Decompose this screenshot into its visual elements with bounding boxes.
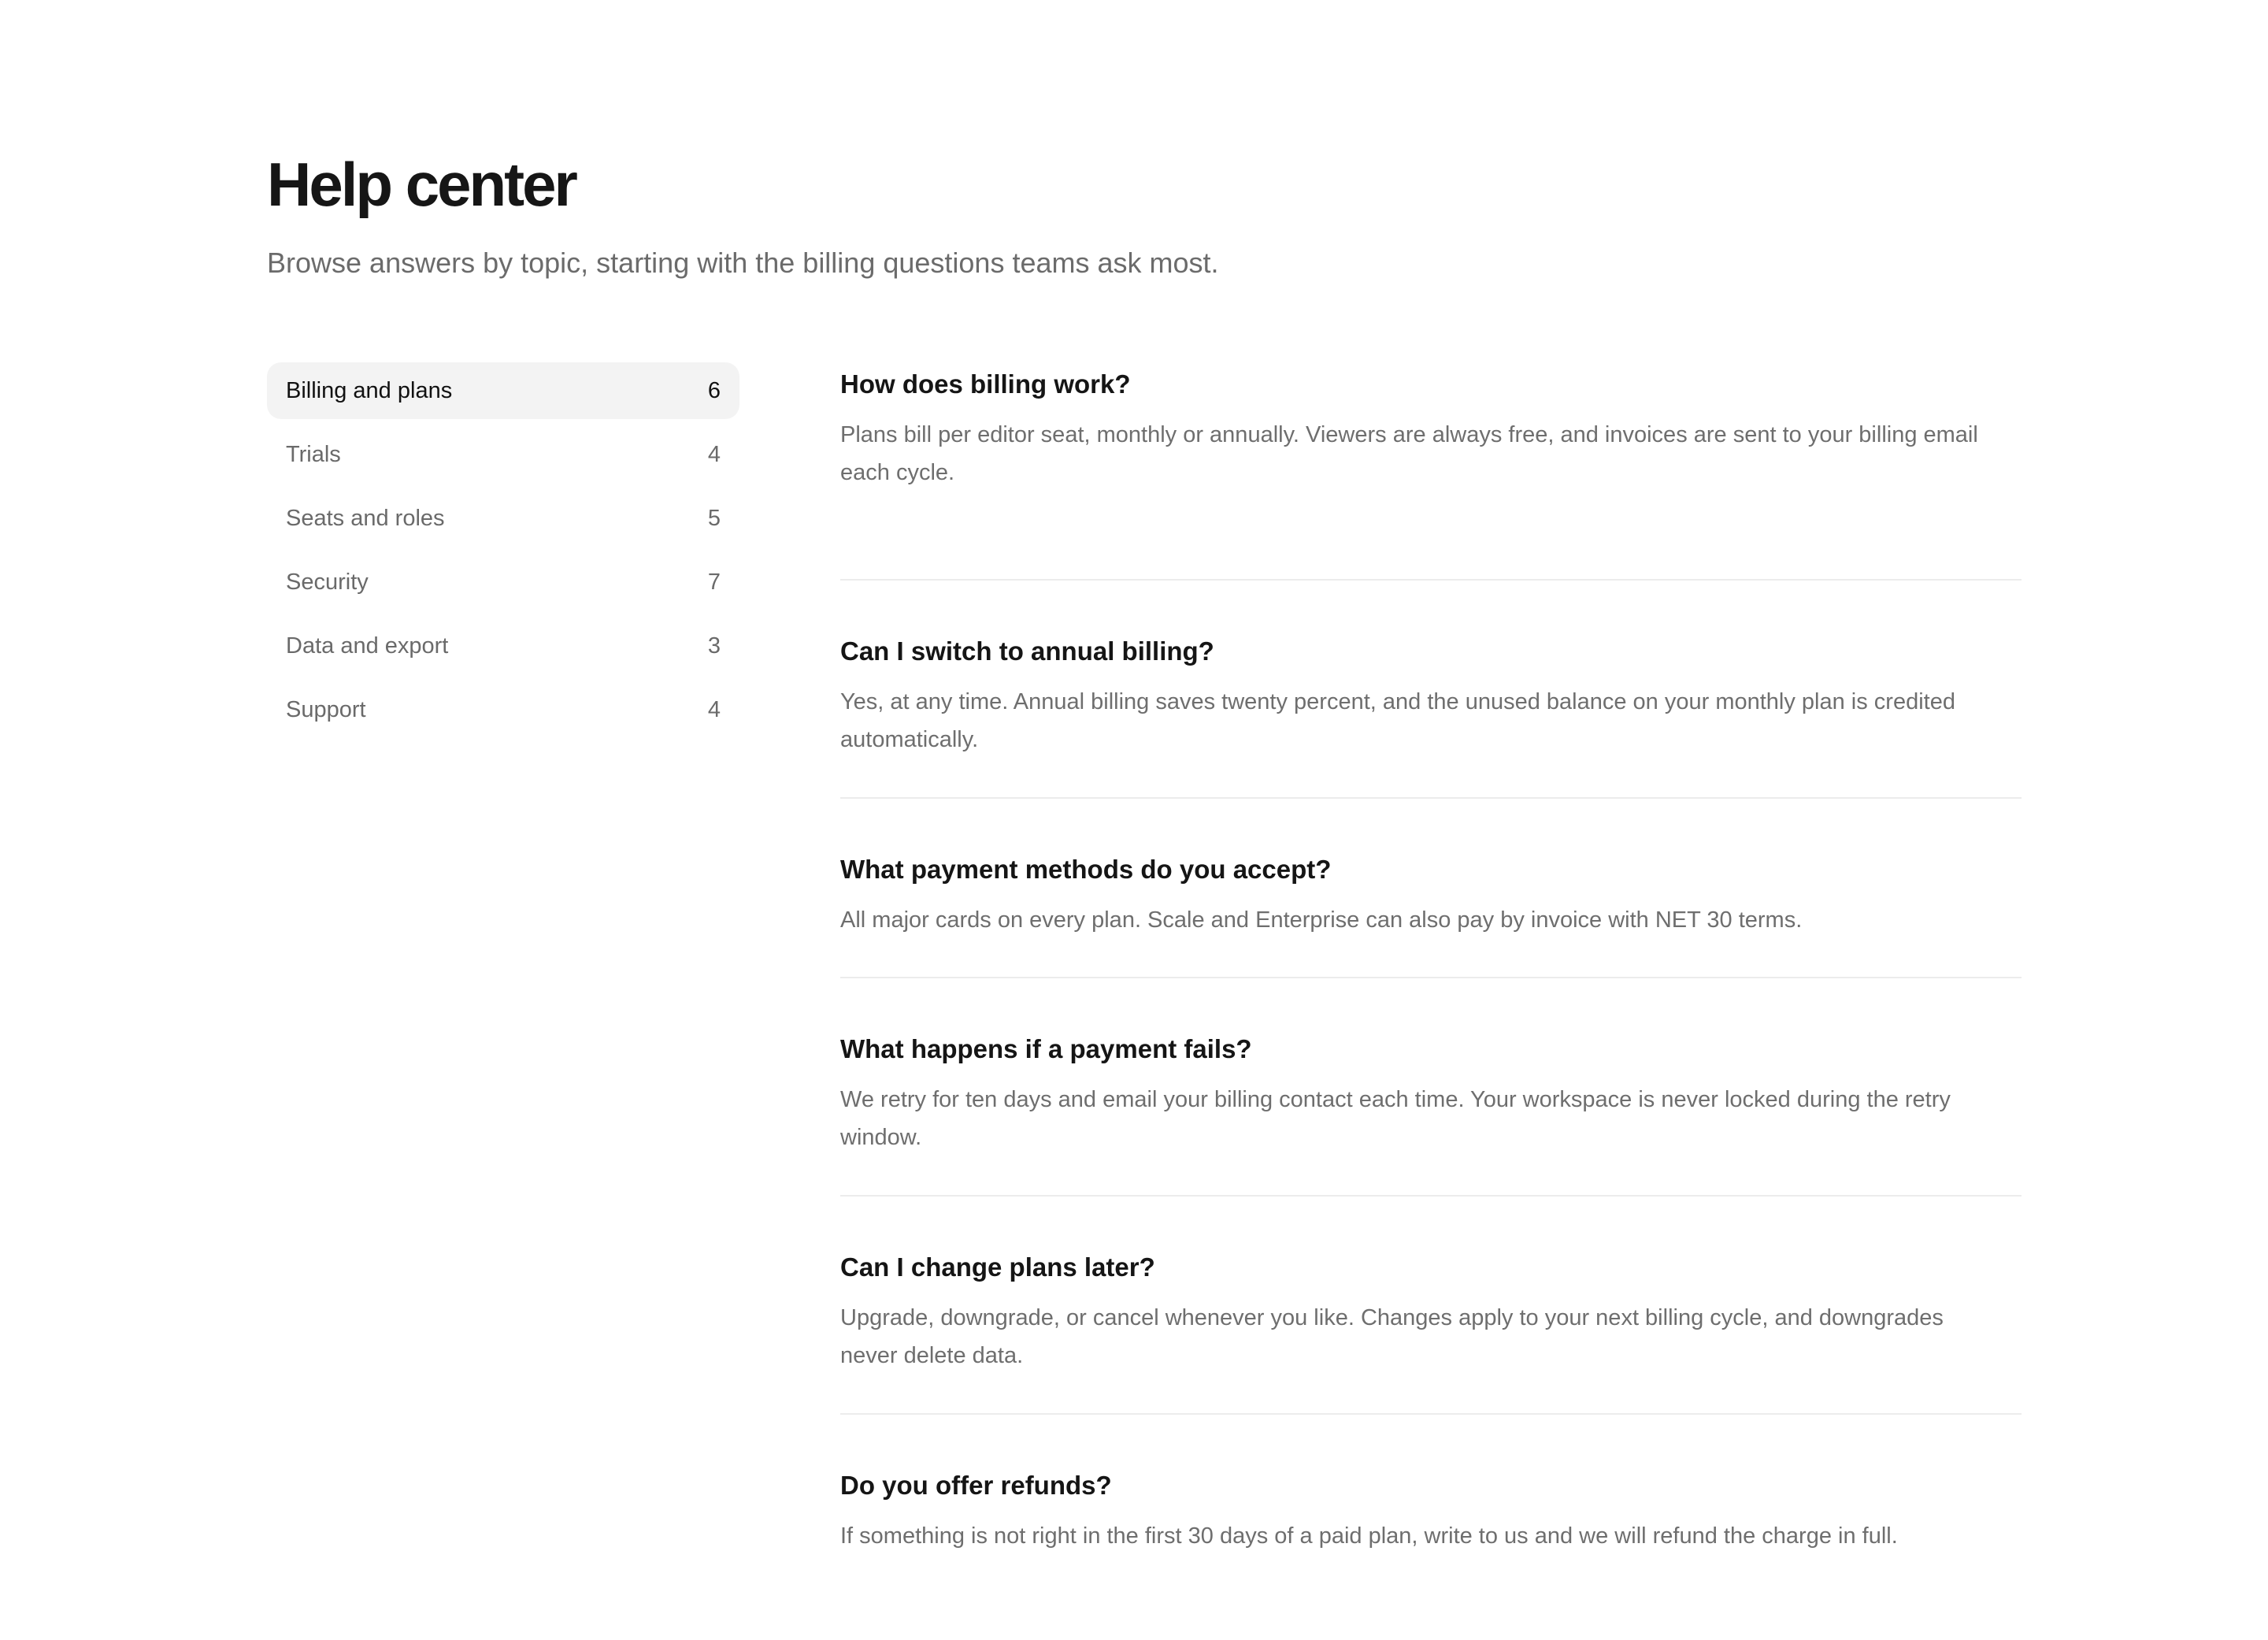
topic-nav — [267, 362, 739, 745]
topic-label: Data and export — [286, 633, 449, 659]
faq-item — [840, 1415, 2022, 1588]
faq-answer: Yes, at any time. Annual billing saves twenty percent, and the unused balance on your monthly plan is credited automatically. — [840, 689, 1955, 752]
faq-answer: All major cards on every plan. Scale and Enterprise can also pay by invoice with NET 30 terms. — [840, 907, 1803, 933]
topic-count: 3 — [707, 633, 721, 659]
topic-item-security[interactable] — [267, 554, 739, 610]
faq-question: Can I switch to annual billing? — [840, 636, 1214, 666]
faq-item — [840, 581, 2022, 799]
faq-question: Do you offer refunds? — [840, 1471, 1112, 1500]
topic-item-data-and-export[interactable] — [267, 618, 739, 674]
faq-question: How does billing work? — [840, 369, 1131, 399]
faq-item — [840, 362, 2022, 581]
topic-count: 4 — [707, 696, 721, 722]
topic-label: Trials — [286, 441, 341, 467]
faq-item — [840, 799, 2022, 978]
faq-question: What happens if a payment fails? — [840, 1034, 1252, 1063]
faq-question: Can I change plans later? — [840, 1252, 1155, 1282]
topic-label: Seats and roles — [286, 505, 445, 531]
page-title: Help center — [267, 150, 576, 219]
topic-count: 4 — [707, 441, 721, 467]
topic-count: 5 — [707, 505, 721, 531]
topic-item-billing-and-plans[interactable] — [267, 362, 739, 419]
faq-list — [840, 362, 2022, 1588]
topic-label: Security — [286, 569, 369, 595]
topic-item-seats-and-roles[interactable] — [267, 490, 739, 547]
faq-answer: Plans bill per editor seat, monthly or annually. Viewers are always free, and invoices are sent to your billing email each cycle. — [840, 422, 1978, 485]
topic-count: 6 — [707, 377, 721, 403]
page-subtitle: Browse answers by topic, starting with the billing questions teams ask most. — [267, 247, 1219, 279]
topic-count: 7 — [707, 569, 721, 595]
faq-answer: If something is not right in the first 30 days of a paid plan, write to us and we will refund the charge in full. — [840, 1523, 1898, 1549]
faq-item — [840, 978, 2022, 1197]
faq-answer: We retry for ten days and email your billing contact each time. Your workspace is never locked during the retry window. — [840, 1087, 1951, 1150]
topic-item-trials[interactable] — [267, 426, 739, 483]
faq-answer: Upgrade, downgrade, or cancel whenever you like. Changes apply to your next billing cycle, and downgrades never delete data. — [840, 1305, 1944, 1368]
topic-item-support[interactable] — [267, 681, 739, 738]
topic-label: Billing and plans — [286, 377, 453, 403]
faq-item — [840, 1197, 2022, 1415]
topic-label: Support — [286, 696, 366, 722]
faq-question: What payment methods do you accept? — [840, 855, 1332, 884]
